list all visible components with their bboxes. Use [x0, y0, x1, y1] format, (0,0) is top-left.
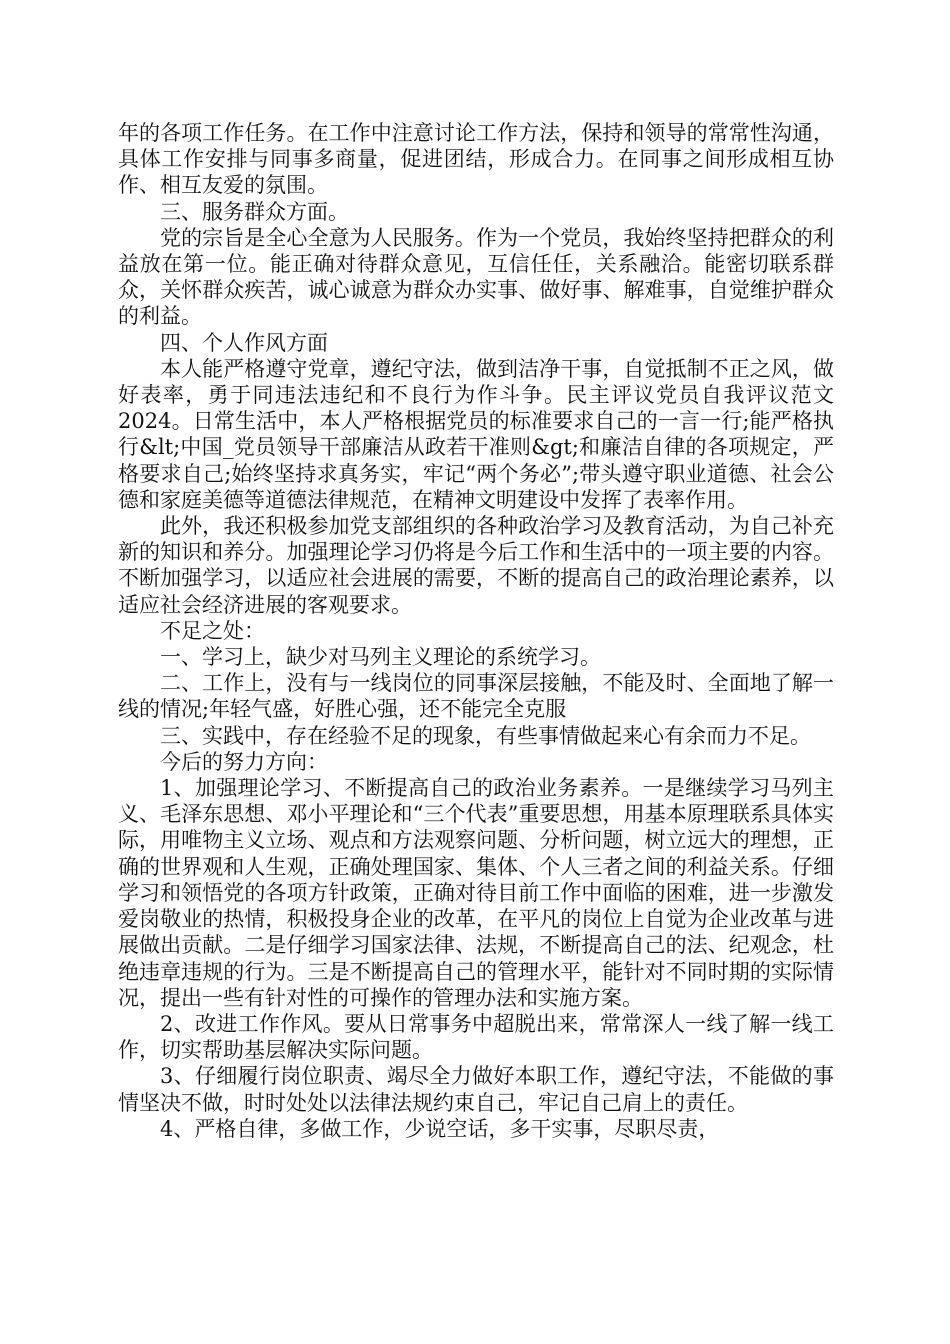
paragraph: 年的各项工作任务。在工作中注意讨论工作方法，保持和领导的常常性沟通，具体工作安排与同事多商量，促进团结，形成合力。在同事之间形成相互协作、相互友爱的氛围。 [118, 121, 834, 198]
paragraph: 党的宗旨是全心全意为人民服务。作为一个党员，我始终坚持把群众的利益放在第一位。能正确对待群众意见，互信任任，关系融洽。能密切联系群众，关怀群众疾苦，诚心诚意为群众办实事、做好事、解难事，自觉维护群众的利益。 [118, 225, 834, 329]
list-item: 4、严格自律，多做工作，少说空话，多干实事，尽职尽责， [160, 1116, 720, 1141]
section-heading: 四、个人作风方面 [160, 330, 328, 355]
list-item: 2、改进工作作风。要从日常事务中超脱出来，常常深人一线了解一线工作，切实帮助基层解决实际问题。 [118, 1011, 834, 1063]
list-item: 二、工作上，没有与一线岗位的同事深层接触，不能及时、全面地了解一线的情况;年轻气盛，好胜心强，还不能完全克服 [118, 671, 834, 722]
list-item: 1、加强理论学习、不断提高自己的政治业务素养。一是继续学习马列主义、毛泽东思想、邓小平理论和“三个代表”重要思想，用基本原理联系具体实际，用唯物主义立场、观点和方法观察问题、分析问题，树立远大的理想，正确的世界观和人生观，正确处理国家、集体、个人三者之间的利益关系。仔细学习和领悟党的各项方针政策，正确对待目前工作中面临的困难，进一步激发爱岗敬业的热情，积极投身企业的改革，在平凡的岗位上自觉为企业改革与进展做出贡献。二是仔细学习国家法律、法规，不断提高自己的法、纪观念，杜绝违章违规的行为。三是不断提高自己的管理水平，能针对不同时期的实际情况，提出一些有针对性的可操作的管理办法和实施方案。 [118, 776, 834, 1010]
paragraph: 本人能严格遵守党章，遵纪守法，做到洁净干事，自觉抵制不正之风，做好表率，勇于同违法违纪和不良行为作斗争。民主评议党员自我评议范文2024。日常生活中，本人严格根据党员的标准要求自己的一言一行;能严格执行&lt;中国_党员领导干部廉洁从政若干准则&gt;和廉洁自律的各项规定，严格要求自己;始终坚持求真务实，牢记“两个务必”;带头遵守职业道德、社会公德和家庭美德等道德法律规范，在精神文明建设中发挥了表率作用。 [118, 356, 834, 512]
document-body [118, 120, 834, 1142]
section-heading: 不足之处： [160, 618, 265, 643]
section-heading: 今后的努力方向： [160, 749, 328, 774]
list-item: 三、实践中，存在经验不足的现象，有些事情做起来心有余而力不足。 [160, 723, 811, 748]
list-item: 3、仔细履行岗位职责、竭尽全力做好本职工作，遵纪守法，不能做的事情坚决不做，时时处处以法律法规约束自己，牢记自己肩上的责任。 [118, 1064, 834, 1115]
paragraph: 此外，我还积极参加党支部组织的各种政治学习及教育活动，为自己补充新的知识和养分。加强理论学习仍将是今后工作和生活中的一项主要的内容。不断加强学习，以适应社会进展的需要，不断的提高自己的政治理论素养，以适应社会经济进展的客观要求。 [118, 514, 834, 617]
list-item: 一、学习上，缺少对马列主义理论的系统学习。 [160, 645, 601, 670]
section-heading: 三、服务群众方面。 [160, 199, 349, 224]
